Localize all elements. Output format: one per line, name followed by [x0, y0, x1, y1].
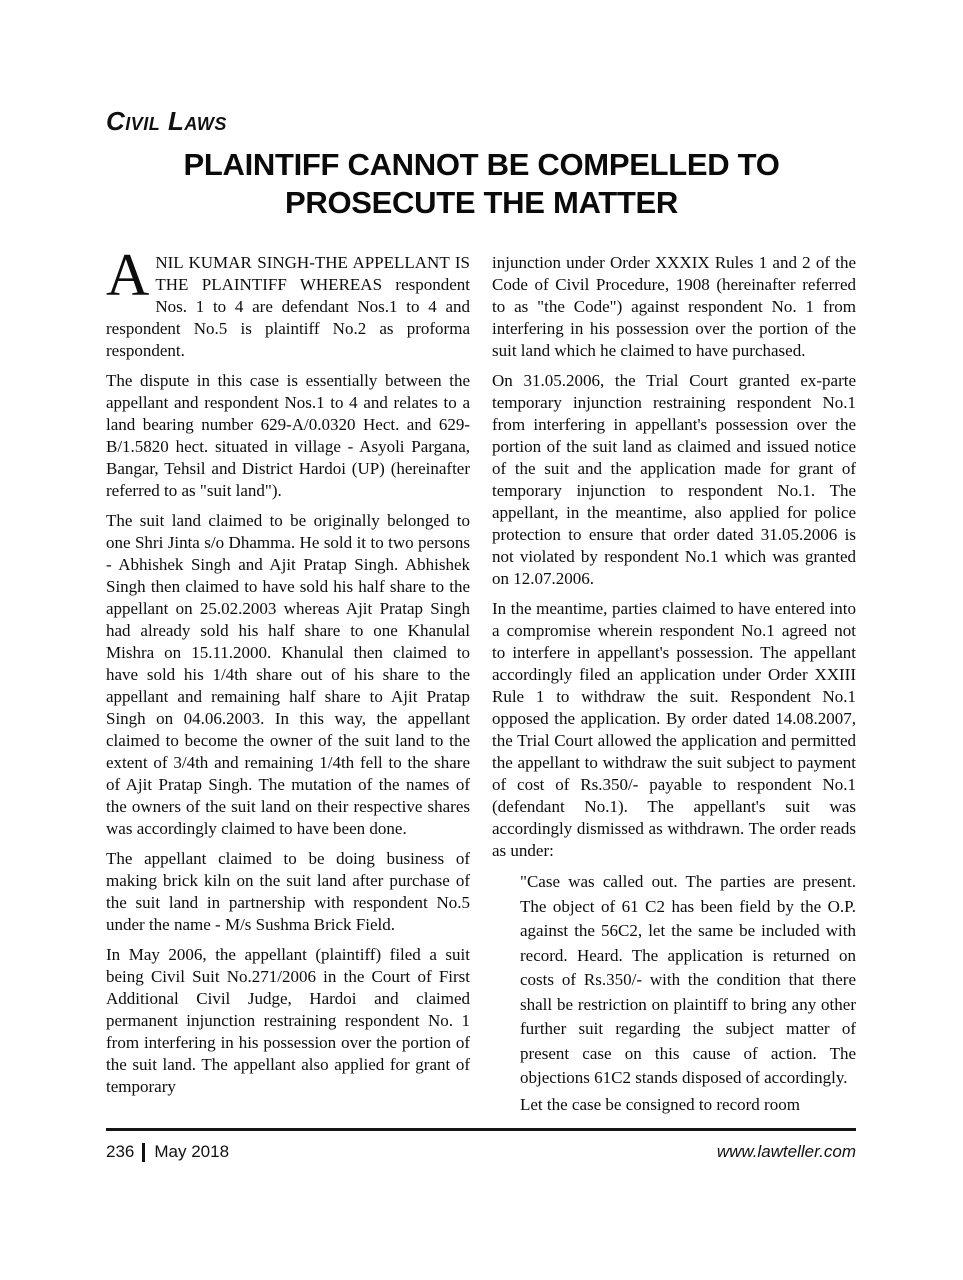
paragraph: The suit land claimed to be originally belonged to one Shri Jinta s/o Dhamma. He sold it to two persons - Abhishek Singh and Ajit Pratap Singh. Abhishek Singh then claimed to have sold his half share to the appellant on 25.02.2003 whereas Ajit Pratap Singh had already sold his half share to one Khanulal Mishra on 15.11.2000. Khanulal then claimed to have sold his 1/4th share out of his share to the appellant and remaining half share to Ajit Pratap Singh on 04.06.2003. In this way, the appellant claimed to become the owner of the suit land to the extent of 3/4th and remaining 1/4th fell to the share of Ajit Pratap Singh. The mutation of the names of the owners of the suit land on their respective shares was accordingly claimed to have been done.: [106, 511, 470, 838]
quote-paragraph: Let the case be consigned to record room: [520, 1094, 800, 1114]
website-url: www.lawteller.com: [716, 1142, 856, 1161]
paragraph: On 31.05.2006, the Trial Court granted ex-parte temporary injunction restraining respondent No.1 from interfering in appellant's possession over the portion of the suit land as claimed and issued notice of the suit and the application made for grant of temporary injunction to respondent No.1. The appellant, in the meantime, also applied for police protection to ensure that order dated 31.05.2006 is not violated by respondent No.1 which was granted on 12.07.2006.: [492, 371, 856, 588]
footer-separator-bar: [142, 1143, 145, 1162]
paragraph: In May 2006, the appellant (plaintiff) filed a suit being Civil Suit No.271/2006 in the Court of First Additional Civil Judge, Hardoi and claimed permanent injunction restraining respondent No. 1 from interfering in his possession over the portion of the suit land. The appellant also applied for grant of temporary: [106, 945, 470, 1096]
article-title-line1: PLAINTIFF CANNOT BE COMPELLED TO: [183, 147, 780, 182]
section-heading: Civil Laws: [106, 106, 227, 136]
footer-divider: [106, 1128, 856, 1131]
paragraph: The dispute in this case is essentially between the appellant and respondent Nos.1 to 4 and relates to a land bearing number 629-A/0.0320 Hect. and 629-B/1.5820 hect. situated in village - Asyoli Pargana, Bangar, Tehsil and District Hardoi (UP) (hereinafter referred to as "suit land").: [106, 371, 470, 500]
left-column: [106, 252, 470, 1126]
paragraph: The appellant claimed to be doing business of making brick kiln on the suit land after purchase of the suit land in partnership with respondent No.5 under the name - M/s Sushma Brick Field.: [106, 849, 470, 934]
right-column: [492, 252, 856, 1126]
article-title: [0, 146, 963, 222]
drop-cap: A: [106, 252, 150, 308]
page-footer: [106, 1142, 856, 1162]
quote-paragraph: "Case was called out. The parties are present. The object of 61 C2 has been field by the O.P. against the 56C2, let the same be included with record. Heard. The application is returned on costs of Rs.350/- with the condition that there shall be restriction on plaintiff to bring any other further suit regarding the subject matter of present case on this cause of action. The objections 61C2 stands disposed of accordingly.: [520, 872, 856, 1087]
issue-date: May 2018: [154, 1142, 230, 1161]
article-body: [106, 252, 856, 1126]
page-number: 236: [106, 1142, 135, 1161]
footer-left: [106, 1142, 229, 1162]
paragraph-lead-text: NIL KUMAR SINGH-THE APPELLANT IS THE PLAINTIFF WHEREAS respondent Nos. 1 to 4 are defendant Nos.1 to 4 and respondent No.5 is plaintiff No.2 as proforma respondent.: [106, 253, 470, 360]
paragraph-lead: [106, 252, 470, 362]
court-order-quote: [520, 870, 856, 1117]
paragraph: In the meantime, parties claimed to have entered into a compromise wherein respondent No.1 agreed not to interfere in appellant's possession. The appellant accordingly filed an application under Order XXIII Rule 1 to withdraw the suit. Respondent No.1 opposed the application. By order dated 14.08.2007, the Trial Court allowed the application and permitted the appellant to withdraw the suit subject to payment of cost of Rs.350/- payable to respondent No.1 (defendant No.1). The appellant's suit was accordingly dismissed as withdrawn. The order reads as under:: [492, 599, 856, 860]
article-title-line2: PROSECUTE THE MATTER: [285, 185, 678, 220]
paragraph: injunction under Order XXXIX Rules 1 and 2 of the Code of Civil Procedure, 1908 (hereinafter referred to as "the Code") against respondent No. 1 from interfering in his possession over the portion of the suit land which he claimed to have purchased.: [492, 253, 856, 360]
